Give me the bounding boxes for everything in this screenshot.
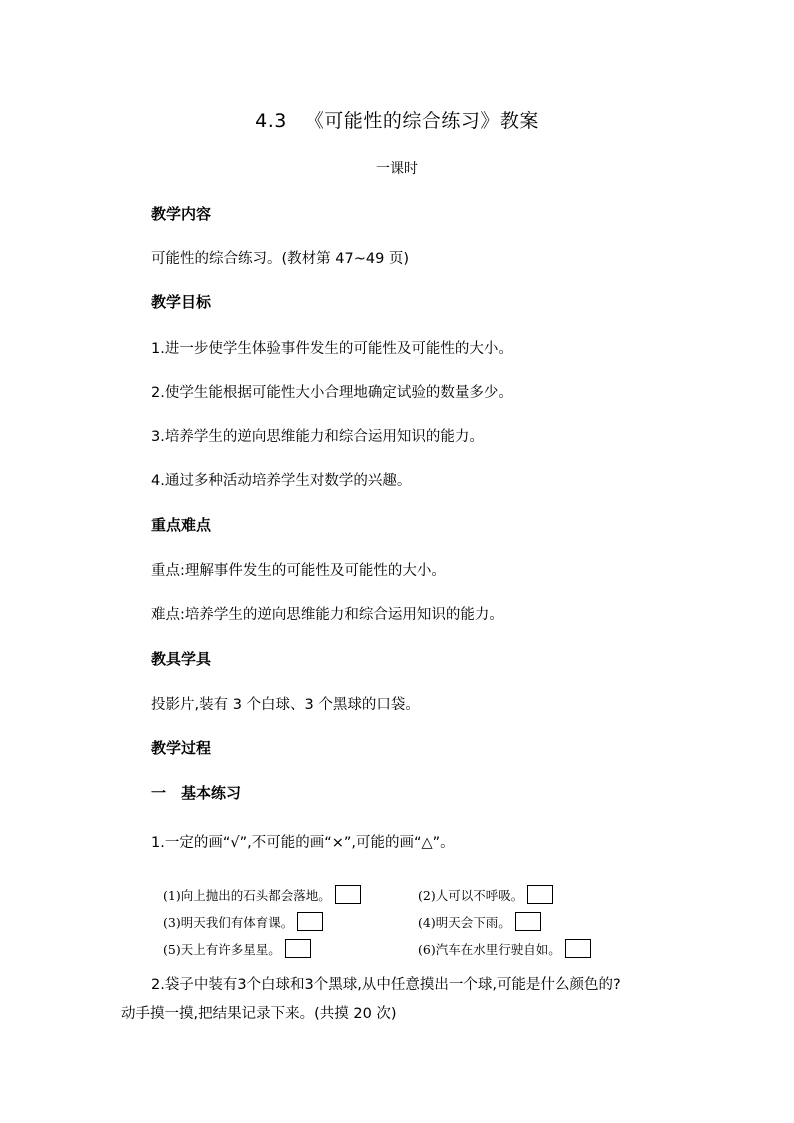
heading-content: 教学内容: [151, 205, 212, 223]
page-subtitle: 一课时: [376, 161, 418, 177]
heading-process: 教学过程: [151, 739, 212, 757]
q1-option-text: (2)人可以不呼吸。: [418, 887, 524, 903]
goal-item: 3.培养学生的逆向思维能力和综合运用知识的能力。: [151, 429, 484, 445]
key-point-text: 重点:理解事件发生的可能性及可能性的大小。: [151, 563, 446, 579]
answer-box[interactable]: [565, 939, 591, 958]
q2-line: 2.袋子中装有3个白球和3个黑球,从中任意摸出一个球,可能是什么颜色的?: [151, 977, 621, 993]
tools-text: 投影片,装有 3 个白球、3 个黑球的口袋。: [151, 697, 420, 713]
answer-box[interactable]: [285, 939, 311, 958]
difficult-point-text: 难点:培养学生的逆向思维能力和综合运用知识的能力。: [151, 607, 504, 623]
q1-instruction: 1.一定的画“√”,不可能的画“×”,可能的画“△”。: [151, 835, 455, 851]
q1-option: [418, 939, 591, 958]
q1-option: [418, 912, 541, 931]
goal-item: 4.通过多种活动培养学生对数学的兴趣。: [151, 473, 412, 489]
answer-box[interactable]: [515, 912, 541, 931]
heading-goals: 教学目标: [151, 293, 212, 311]
q2-line: 动手摸一摸,把结果记录下来。(共摸 20 次): [121, 1006, 397, 1022]
answer-box[interactable]: [297, 912, 323, 931]
answer-box[interactable]: [335, 885, 361, 904]
goal-item: 1.进一步使学生体验事件发生的可能性及可能性的大小。: [151, 341, 513, 357]
q1-option: [163, 939, 311, 958]
q1-option-text: (5)天上有许多星星。: [163, 941, 281, 957]
q1-option-text: (6)汽车在水里行驶自如。: [418, 941, 561, 957]
heading-tools: 教具学具: [151, 650, 212, 668]
q1-option: [163, 912, 323, 931]
q1-option-text: (4)明天会下雨。: [418, 914, 511, 930]
content-text: 可能性的综合练习。(教材第 47~49 页): [151, 251, 410, 267]
goal-item: 2.使学生能根据可能性大小合理地确定试验的数量多少。: [151, 385, 513, 401]
heading-key-points: 重点难点: [151, 516, 212, 534]
q2-paragraph: [121, 971, 661, 1029]
q1-option-text: (1)向上抛出的石头都会落地。: [163, 887, 331, 903]
heading-part1: 一 基本练习: [151, 784, 242, 802]
page-title: [0, 106, 794, 133]
title-number: 4.3: [255, 110, 287, 132]
q1-option: [163, 885, 361, 904]
q1-option-text: (3)明天我们有体育课。: [163, 914, 294, 930]
answer-box[interactable]: [527, 885, 553, 904]
q1-option: [418, 885, 553, 904]
title-text: 《可能性的综合练习》教案: [304, 110, 539, 132]
